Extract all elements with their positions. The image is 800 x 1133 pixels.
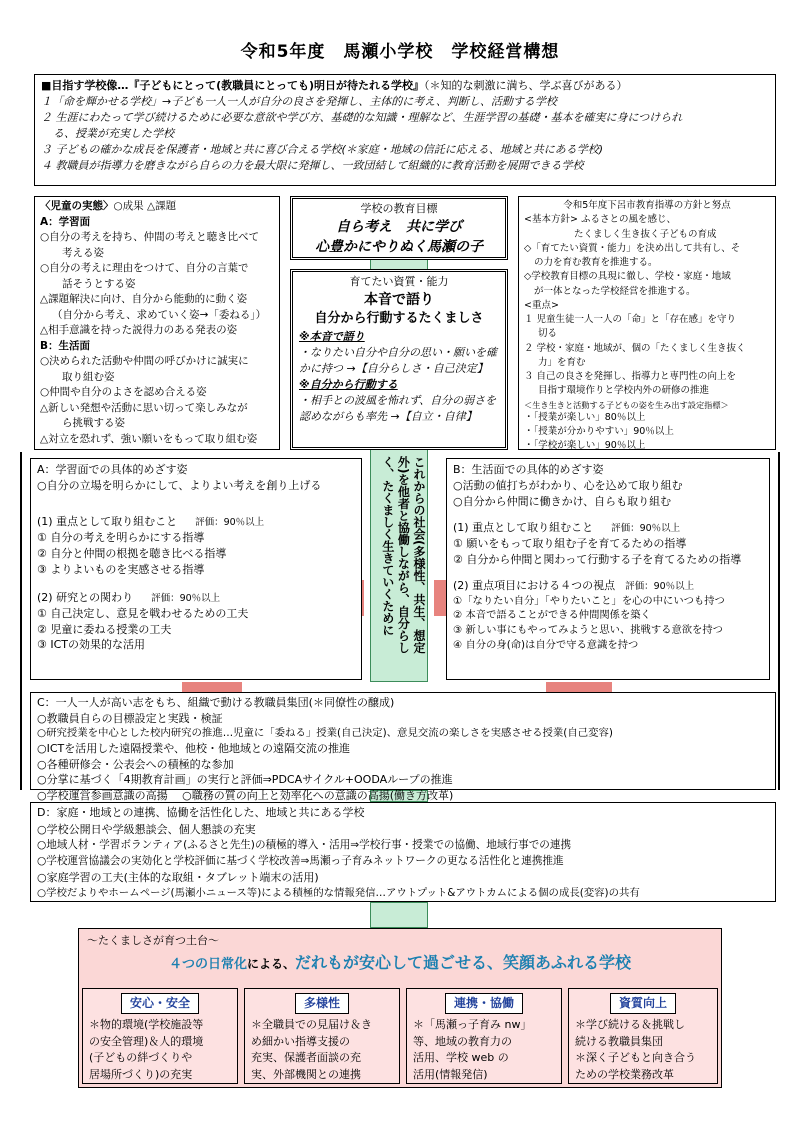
section-a-p2-item: ③ ICTの効果的な活用: [37, 638, 146, 652]
section-b-p1-eval: 評価：90％以上: [611, 522, 681, 534]
policy-line: ◇学校教育目標の具現に徹し、学校・家庭・地域: [524, 271, 731, 283]
school-aim-box: [34, 74, 776, 186]
children-b-line: ら挑戦する姿: [62, 417, 125, 430]
aim-line-2: ２ 生涯にわたって学び続けるために必要な意欲や学び方、基礎的な知識・理解など、生涯学習の基礎・基本を確実に身につけられ: [41, 110, 683, 124]
policy-line: ３ 自己の良さを発揮し、指導力と専門性の向上を: [524, 371, 737, 382]
policy-line: １ 児童生徒一人一人の「命」と「存在感」を守り: [524, 314, 737, 325]
foundation-main-a: ４つの日常化: [168, 956, 247, 972]
section-a-p2-eval: 評価：90％以上: [151, 592, 221, 604]
section-d-line: ○家庭学習の工夫(主体的な取組・タブレット端末の活用): [37, 870, 319, 884]
policy-line: <重点>: [524, 299, 559, 311]
foundation-label: 〜たくましさが育つ土台〜: [87, 934, 219, 947]
section-a-p2-heading-line: [37, 590, 355, 606]
section-c-line: ○各種研修会・公表会への積極的な参加: [37, 757, 234, 771]
policy-line: ２ 学校・家庭・地域が、個の「たくましく生き抜く: [524, 342, 746, 354]
section-c-line: ○ICTを活用した遠隔授業や、他校・他地域との遠隔交流の推進: [37, 741, 351, 755]
policy-line: 力」を育む: [538, 356, 586, 368]
children-b-line: 取り組む姿: [62, 370, 115, 383]
card-safety-title: 安心・安全: [121, 993, 199, 1014]
section-c-line: ○研究授業を中心とした校内研究の推進…児童に「委ねる」授業(自己決定)、意見交流の楽しさを実感させる授業(自己変容): [37, 727, 613, 740]
section-c-line: ○教職員自らの目標設定と実践・検証: [37, 711, 223, 725]
section-c-line: ○学校運営参画意識の高揚 ○職務の質の向上と効率化への意識の高揚(働き方改革): [37, 788, 454, 802]
children-a-line: （自分から考え、求めていく姿→「委ねる」）: [52, 308, 267, 321]
children-status-box: [34, 196, 280, 450]
section-a-p2-heading: (2) 研究との関わり: [37, 590, 134, 604]
section-d-line: ○学校だよりやホームページ(馬瀬小ニュース等)による積極的な情報発信…アウトプット&アウトカムによる個の成長(変容)の共有: [37, 887, 640, 900]
section-b-p1-heading: (1) 重点として取り組むこと: [453, 520, 594, 534]
section-a-p1-heading: (1) 重点として取り組むこと: [37, 514, 178, 528]
foundation-main: [79, 951, 721, 975]
aim-line-2b: る、授業が充実した学校: [53, 126, 174, 140]
section-d-box: [30, 802, 776, 902]
card-diversity: [244, 988, 400, 1084]
policy-heading: 令和5年度下呂市教育指導の方針と努点: [563, 200, 731, 211]
abilities-box: [290, 269, 508, 450]
section-c-heading: C：一人一人が高い志をもち、組織で動ける教職員集団(＊同僚性の醸成): [37, 696, 395, 709]
section-b-p2-item: ② 本音で語ることができる仲間関係を築く: [453, 609, 651, 622]
page-title: 令和5年度 馬瀬小学校 学校経営構想: [240, 42, 560, 62]
children-a-line: ○自分の考えを持ち、仲間の考えと聴き比べて: [40, 231, 260, 244]
children-a-line: △相手意識を持った説得力のある発表の姿: [40, 324, 238, 337]
ability-sub-2-line: ・相手との波風を怖れず、自分の弱さを: [299, 393, 497, 407]
aim-heading-note: （＊知的な刺激に満ち、学ぶ喜びがある）: [424, 79, 628, 92]
connector-bar-d-foundation: [370, 902, 428, 928]
section-b-box: [446, 458, 770, 680]
section-b-heading: B：生活面での具体的めざす姿: [453, 463, 604, 476]
section-a-p1-eval: 評価：90％以上: [195, 516, 265, 528]
children-a-line: △課題解決に向け、自分から能動的に動く姿: [40, 293, 248, 306]
section-a-p2-item: ② 児童に委ねる授業の工夫: [37, 622, 172, 636]
aim-line-4: ４ 教職員が指導力を磨きながら自らの力を最大限に発揮し、一致団結して組織的に教育活動を展開できる学校: [41, 158, 584, 172]
section-a-p2-item: ① 自己決定し、意見を戦わせるための工夫: [37, 606, 249, 620]
children-b-heading: B：生活面: [40, 339, 91, 352]
section-d-line: ○学校公開日や学級懇談会、個人懇談の充実: [37, 822, 256, 836]
section-d-heading: D：家庭・地域との連携、協働を活性化した、地域と共にある学校: [37, 806, 365, 819]
ability-sub-2-line: 認めながらも率先 →【自立・自律】: [299, 409, 477, 423]
children-b-line: ○決められた活動や仲間の呼びかけに誠実に: [40, 355, 249, 368]
card-safety: [82, 988, 238, 1084]
ability-line-2: 自分から行動するたくましさ: [314, 311, 484, 327]
card-quality: [568, 988, 718, 1084]
section-b-p2-eval: 評価：90％以上: [625, 580, 695, 592]
frame-line-left: [20, 452, 22, 790]
children-b-line: △対立を恐れず、強い願いをもって取り組む姿: [40, 432, 258, 445]
policy-line: たくましく生き抜く子どもの育成: [574, 228, 717, 240]
children-a-line: 話そうとする姿: [62, 277, 136, 290]
children-heading: 〈児童の実態〉: [40, 200, 114, 212]
policy-line: ＜生き生きと活動する子どもの姿を生み出す設定指標＞: [524, 399, 729, 410]
section-d-line: ○地域人材・学習ボランティア(ふるさと先生)の積極的導入・活用⇒学校行事・授業での協働、地域行事での連携: [37, 839, 572, 851]
policy-line: ・「授業が分かりやすい」90％以上: [524, 426, 674, 438]
pink-bar: [546, 682, 612, 692]
policy-line: 切る: [538, 328, 558, 340]
aim-line-1: １「命を輝かせる学校」→子ども一人一人が自分の良さを発揮し、主体的に考え、判断し、活動する学校: [41, 94, 557, 108]
policy-line: ・「学校が楽しい」90％以上: [524, 440, 646, 452]
aim-heading-line: [41, 78, 769, 94]
goal-line-2: 心豊かにやりぬく馬瀬の子: [315, 239, 483, 256]
ability-sub-1: ※本音で語り: [299, 330, 365, 344]
card-safety-body: ＊物的環境(学校施設等 の安全管理)＆人的環境 (子どもの絆づくりや 居場所づくり)の充実: [89, 1018, 204, 1081]
section-c-line: ○分掌に基づく「4期教育計画」の実行と評価⇒PDCAサイクル+OODAループの推進: [37, 773, 453, 787]
section-a-p1-heading-line: [37, 514, 355, 530]
card-collaboration-title: 連携・協働: [445, 993, 523, 1014]
foundation-main-c: だれもが安心して過ごせる、笑顔あふれる学校: [295, 952, 632, 972]
frame-line-right: [778, 452, 780, 790]
section-b-p2-heading: (2) 重点項目における４つの視点: [453, 578, 616, 592]
section-b-p2-item: ④ 自分の身(命)は自分で守る意識を持つ: [453, 639, 639, 652]
section-a-p1-item: ② 自分と仲間の根拠を聴き比べる指導: [37, 546, 227, 560]
card-diversity-body: ＊全職員での見届け＆き め細かい指導支援の 充実、保護者面談の充 実、外部機関との連携: [251, 1018, 372, 1081]
children-legend: ○成果 △課題: [113, 200, 177, 212]
section-a-p1-item: ① 自分の考えを明らかにする指導: [37, 530, 205, 544]
section-a-box: [30, 458, 362, 680]
section-b-lead: ○自分から仲間に働きかけ、自らも取り組む: [453, 494, 672, 508]
section-b-lead: ○活動の値打ちがわかり、心を込めて取り組む: [453, 478, 683, 492]
children-a-heading: A：学習面: [40, 215, 91, 228]
policy-line: が一体となった学校経営を推進する。: [534, 285, 696, 297]
card-diversity-title: 多様性: [295, 993, 349, 1014]
education-goal-box: [290, 196, 508, 260]
policy-line: ◇「育てたい資質・能力」を決め出して共有し、そ: [524, 242, 741, 254]
card-collaboration: [406, 988, 562, 1084]
children-b-line: ○仲間や自分のよさを認め合える姿: [40, 386, 207, 399]
card-quality-title: 資質向上: [610, 993, 676, 1014]
children-a-line: 考える姿: [62, 246, 104, 259]
section-b-p2-item: ③ 新しい事にもやってみようと思い、挑戦する意欲を持つ: [453, 624, 723, 637]
section-b-p1-item: ① 願いをもって取り組む子を育てるための指導: [453, 536, 687, 550]
section-b-p1-heading-line: [453, 520, 763, 536]
card-collaboration-body: ＊「馬瀬っ子育み nw」 等、地域の教育力の 活用、学校 web の 活用(情報発信): [413, 1018, 532, 1081]
ability-label: 育てたい資質・能力: [349, 275, 449, 288]
children-a-line: ○自分の考えに理由をつけて、自分の言葉で: [40, 262, 249, 275]
section-c-box: [30, 692, 776, 802]
ability-line-1: 本音で語り: [364, 291, 434, 308]
goal-label: 学校の教育目標: [360, 202, 438, 215]
goal-line-1: 自ら考え 共に学び: [336, 218, 462, 235]
card-quality-body: ＊学び続ける＆挑戦し 続ける教職員集団 ＊深く子どもと向き合う ための学校業務改革: [575, 1018, 696, 1081]
section-a-heading: A：学習面での具体的めざす姿: [37, 463, 188, 476]
aim-heading: ■目指す学校像…『子どもにとって(教職員にとっても)明日が待たれる学校』: [41, 79, 425, 92]
aim-line-3: ３ 子どもの確かな成長を保護者・地域と共に喜び合える学校(＊家庭・地域の信託に応える、地域と共にある学校): [41, 142, 604, 156]
children-b-line: △新しい発想や活動に思い切って楽しみなが: [40, 401, 248, 414]
foundation-main-b: による、: [246, 956, 295, 971]
section-b-p2-item: ①「なりたい自分」「やりたいこと」を心の中にいつも持つ: [453, 594, 725, 607]
section-a-lead: ○自分の立場を明らかにして、よりよい考えを創り上げる: [37, 478, 322, 492]
section-b-p2-heading-line: [453, 578, 763, 594]
policy-line: 目指す環境作りと学校内外の研修の推進: [538, 385, 710, 397]
policy-line: の力を育む教育を推進する。: [534, 257, 658, 268]
pink-bar: [434, 580, 446, 616]
section-b-p1-item: ② 自分から仲間と関わって行動する子を育てるための指導: [453, 552, 742, 566]
section-d-line: ○学校運営協議会の実効化と学校評価に基づく学校改善⇒馬瀬っ子育みネットワークの更なる活性化と連携推進: [37, 854, 564, 867]
center-vertical-text: これからの社会(多様性、共生、想定外)を他者と協働しながら、自分らしく、たくましく生きていくために: [380, 456, 426, 654]
pink-bar: [182, 682, 242, 692]
section-a-p1-item: ③ よりよいものを実感させる指導: [37, 562, 205, 576]
ability-sub-2: ※自分から行動する: [299, 377, 398, 391]
ability-sub-1-line: かに持つ →【自分らしさ・自己決定】: [299, 361, 488, 375]
policy-line: ・「授業が楽しい」80％以上: [524, 411, 646, 423]
ability-sub-1-line: ・なりたい自分や自分の思い・願いを確: [299, 346, 497, 360]
policy-line: <基本方針> ふるさとの風を感じ、: [524, 214, 676, 226]
city-policy-box: [518, 196, 776, 450]
